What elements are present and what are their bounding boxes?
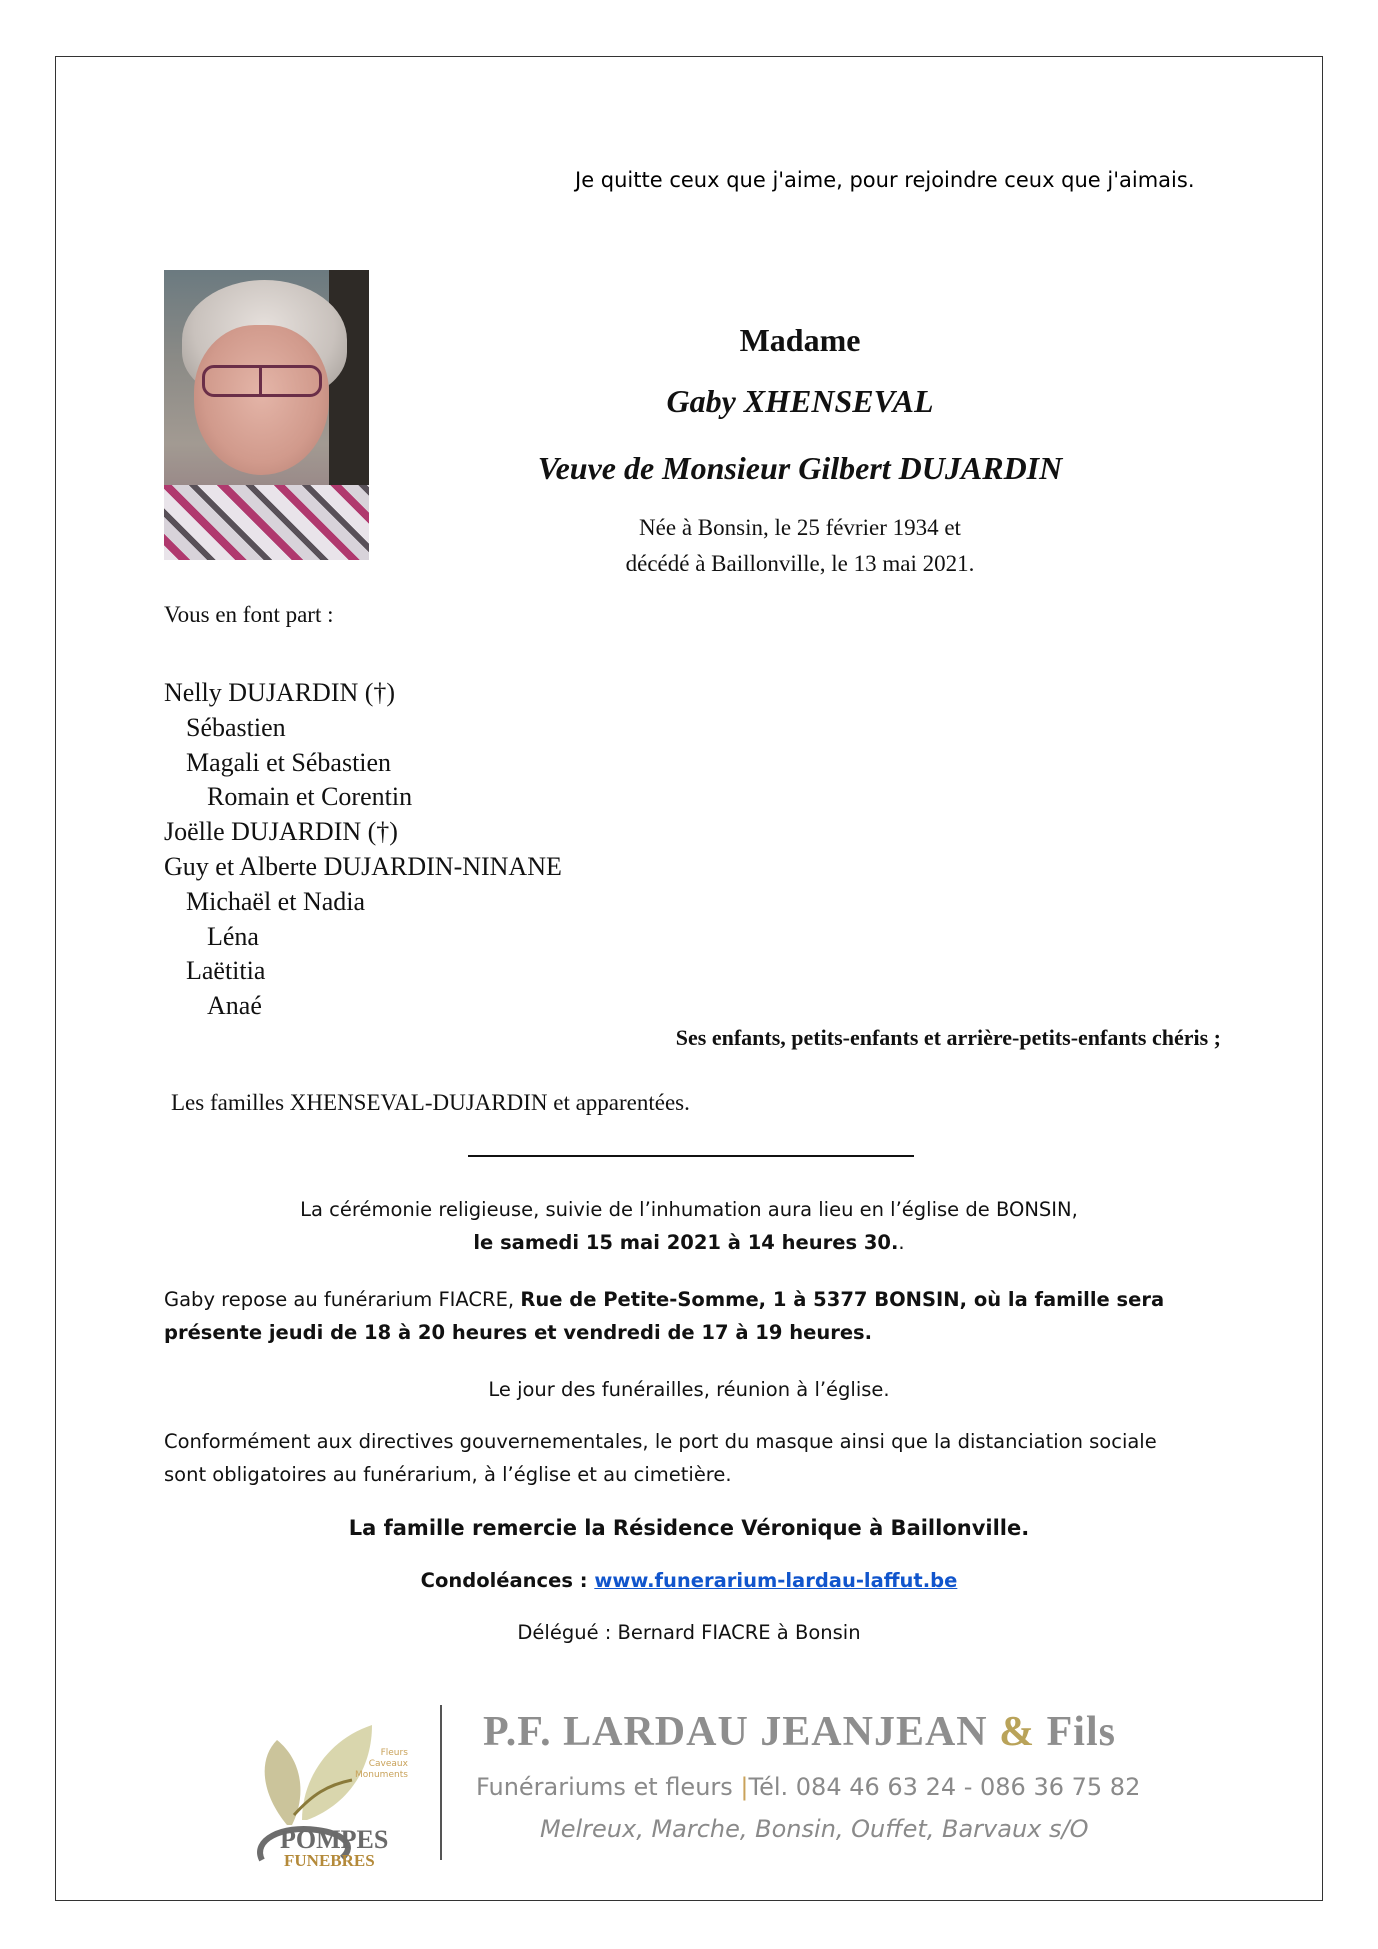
family-member: Nelly DUJARDIN (†): [164, 678, 396, 707]
covid-info: [164, 1425, 1214, 1491]
delegate-line: Délégué : Bernard FIACRE à Bonsin: [517, 1621, 861, 1644]
ceremony-line: La cérémonie religieuse, suivie de l’inhumation aura lieu en l’église de BONSIN,: [300, 1198, 1078, 1221]
divider: [468, 1155, 914, 1157]
family-member: Léna: [207, 921, 259, 951]
company-amp: &: [999, 1709, 1036, 1755]
ceremony-info: [164, 1193, 1214, 1259]
family-member: Anaé: [207, 991, 262, 1021]
company-tagline: [476, 1773, 1140, 1801]
tagline-phone: Tél. 084 46 63 24 - 086 36 75 82: [748, 1773, 1141, 1801]
condolences-link[interactable]: www.funerarium-lardau-laffut.be: [594, 1569, 958, 1592]
rest-prefix: Gaby repose au funérarium FIACRE,: [164, 1288, 521, 1311]
family-member: Romain et Corentin: [207, 782, 413, 812]
announce-label: Vous en font part :: [164, 602, 334, 627]
tagline-services: Funérariums et fleurs: [476, 1773, 741, 1801]
families-line: Les familles XHENSEVAL-DUJARDIN et apparentées.: [171, 1090, 690, 1115]
rest-hours: présente jeudi de 18 à 20 heures et vendredi de 17 à 19 heures.: [164, 1321, 873, 1344]
birth-line: Née à Bonsin, le 25 février 1934 et: [639, 515, 961, 540]
family-member: Laëtitia: [186, 956, 266, 986]
logo-word: Fleurs: [380, 1748, 408, 1758]
covid-line: sont obligatoires au funérarium, à l’église et au cimetière.: [164, 1463, 732, 1486]
children-line: Ses enfants, petits-enfants et arrière-petits-enfants chéris ;: [675, 1025, 1221, 1050]
logo-word: Monuments: [355, 1770, 408, 1780]
family-member: Magali et Sébastien: [186, 747, 392, 777]
death-line: décédé à Baillonville, le 13 mai 2021.: [625, 551, 975, 576]
tagline-separator: |: [740, 1773, 749, 1801]
family-member: Guy et Alberte DUJARDIN-NINANE: [164, 851, 562, 881]
thanks-line: La famille remercie la Résidence Véronique à Baillonville.: [348, 1516, 1030, 1540]
ceremony-punct: .: [898, 1231, 905, 1254]
epitaph-quote: Je quitte ceux que j'aime, pour rejoindre ceux que j'aimais.: [575, 168, 1195, 192]
company-main: P.F. LARDAU JEANJEAN: [483, 1709, 1000, 1755]
deceased-name: Gaby XHENSEVAL: [666, 383, 934, 419]
pompes-funebres-logo: [232, 1700, 432, 1870]
meeting-info: Le jour des funérailles, réunion à l’église.: [488, 1378, 890, 1401]
covid-line: Conformément aux directives gouvernementales, le port du masque ainsi que la distanciation sociale: [164, 1430, 1157, 1453]
condolences: [164, 1564, 1214, 1597]
rest-info: [164, 1283, 1214, 1349]
widow-of: Veuve de Monsieur Gilbert DUJARDIN: [537, 450, 1063, 486]
company-towns: Melreux, Marche, Bonsin, Ouffet, Barvaux s/O: [540, 1815, 1089, 1843]
logo-words: [355, 1748, 408, 1781]
company-name: [483, 1708, 1116, 1756]
logo-text-pompes: POMPES: [280, 1825, 389, 1854]
logo-word: Caveaux: [368, 1759, 408, 1769]
footer-divider: [440, 1705, 442, 1860]
rest-address: Rue de Petite-Somme, 1 à 5377 BONSIN, où la famille sera: [520, 1288, 1165, 1311]
company-tail: Fils: [1035, 1709, 1116, 1755]
family-member: Sébastien: [186, 712, 286, 742]
honorific: Madame: [739, 322, 861, 358]
family-member: Michaël et Nadia: [186, 886, 366, 916]
portrait-photo: [164, 270, 369, 560]
logo-text-funebres: FUNEBRES: [284, 1851, 375, 1870]
family-list: [164, 676, 562, 1024]
family-member: Joëlle DUJARDIN (†): [164, 817, 398, 847]
ceremony-date: le samedi 15 mai 2021 à 14 heures 30.: [473, 1231, 899, 1254]
condolences-label: Condoléances :: [420, 1569, 595, 1592]
